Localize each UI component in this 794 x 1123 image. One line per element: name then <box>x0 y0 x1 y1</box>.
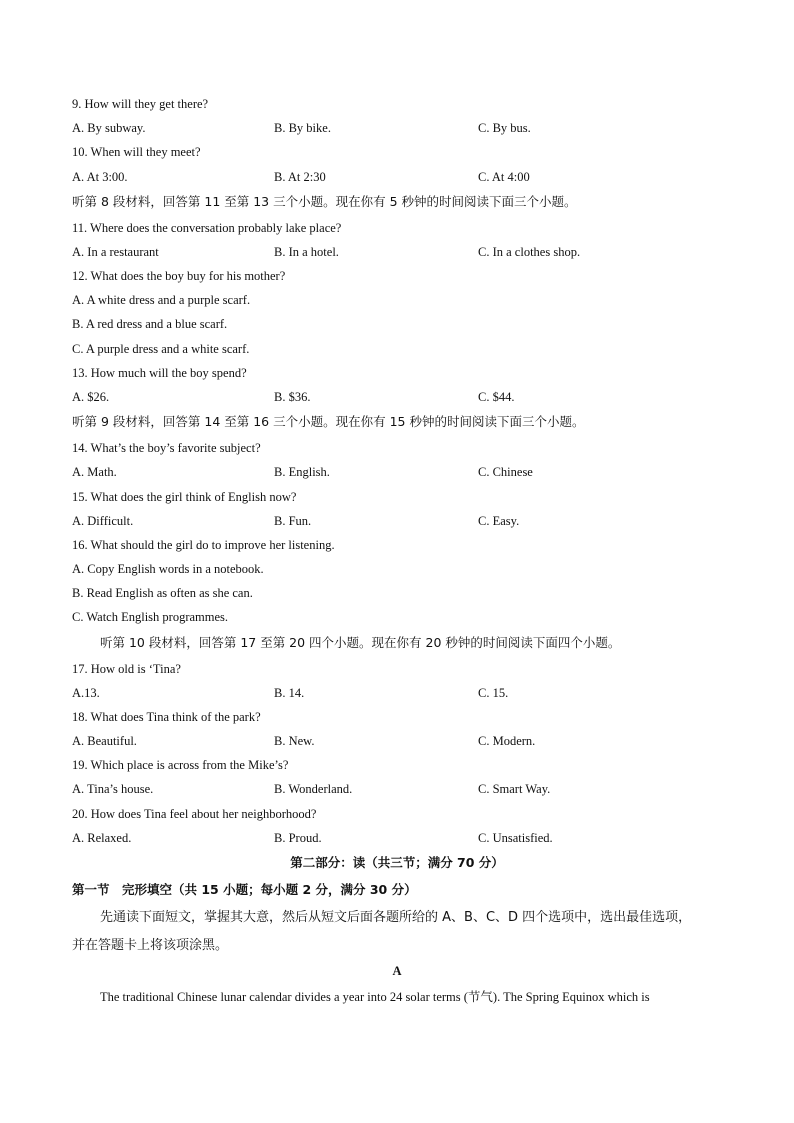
q20-option-a: A. Relaxed. <box>72 831 132 845</box>
q12-option-b: B. A red dress and a blue scarf. <box>72 317 228 331</box>
question-15: 15. What does the girl think of English now? <box>72 490 297 504</box>
question-20: 20. How does Tina feel about her neighborhood? <box>72 807 317 821</box>
passage-line-1: The traditional Chinese lunar calendar divides a year into 24 solar terms (节气). The Spring Equinox which is <box>100 990 650 1004</box>
q15-option-b: B. Fun. <box>274 514 312 528</box>
q16-option-b: B. Read English as often as she can. <box>72 586 253 600</box>
q20-option-b: B. Proud. <box>274 831 322 845</box>
question-18: 18. What does Tina think of the park? <box>72 710 261 724</box>
part-2-title: 第二部分：读（共三节；满分 70 分） <box>290 855 504 870</box>
q13-option-c: C. $44. <box>478 390 515 404</box>
question-16: 16. What should the girl do to improve her listening. <box>72 538 335 552</box>
directions-line-1: 先通读下面短文，掌握其大意，然后从短文后面各题所给的 A、B、C、D 四个选项中，选出最佳选项， <box>100 910 692 925</box>
directions-line-2: 并在答题卡上将该项涂黑。 <box>72 938 229 953</box>
q18-option-b: B. New. <box>274 734 315 748</box>
section-1-heading: 第一节 完形填空（共 15 小题；每小题 2 分，满分 30 分） <box>72 882 417 897</box>
q15-option-c: C. Easy. <box>478 514 520 528</box>
q19-option-a: A. Tina’s house. <box>72 782 154 796</box>
q20-option-c: C. Unsatisfied. <box>478 831 553 845</box>
q15-option-a: A. Difficult. <box>72 514 134 528</box>
q17-option-a: A.13. <box>72 686 100 700</box>
question-11: 11. Where does the conversation probably lake place? <box>72 221 342 235</box>
q19-option-b: B. Wonderland. <box>274 782 353 796</box>
q9-option-c: C. By bus. <box>478 121 531 135</box>
section-8-instruction: 听第 8 段材料，回答第 11 至第 13 三个小题。现在你有 5 秒钟的时间阅读下面三个小题。 <box>72 194 577 209</box>
q17-option-b: B. 14. <box>274 686 305 700</box>
question-13: 13. How much will the boy spend? <box>72 366 247 380</box>
question-14: 14. What’s the boy’s favorite subject? <box>72 441 261 455</box>
q19-option-c: C. Smart Way. <box>478 782 551 796</box>
q14-option-c: C. Chinese <box>478 465 533 479</box>
q14-option-b: B. English. <box>274 465 330 479</box>
q18-option-a: A. Beautiful. <box>72 734 137 748</box>
question-9: 9. How will they get there? <box>72 97 209 111</box>
section-10-instruction: 听第 10 段材料，回答第 17 至第 20 四个小题。现在你有 20 秒钟的时间阅读下面四个小题。 <box>100 635 621 650</box>
q18-option-c: C. Modern. <box>478 734 536 748</box>
q12-option-c: C. A purple dress and a white scarf. <box>72 342 250 356</box>
question-19: 19. Which place is across from the Mike’s? <box>72 758 289 772</box>
q10-option-b: B. At 2:30 <box>274 170 326 184</box>
q11-option-b: B. In a hotel. <box>274 245 339 259</box>
question-12: 12. What does the boy buy for his mother? <box>72 269 286 283</box>
section-9-instruction: 听第 9 段材料，回答第 14 至第 16 三个小题。现在你有 15 秒钟的时间阅读下面三个小题。 <box>72 414 585 429</box>
q14-option-a: A. Math. <box>72 465 117 479</box>
question-10: 10. When will they meet? <box>72 145 201 159</box>
q13-option-b: B. $36. <box>274 390 311 404</box>
q9-option-b: B. By bike. <box>274 121 331 135</box>
passage-label: A <box>392 964 402 978</box>
q11-option-a: A. In a restaurant <box>72 245 159 259</box>
q10-option-c: C. At 4:00 <box>478 170 530 184</box>
q10-option-a: A. At 3:00. <box>72 170 128 184</box>
question-17: 17. How old is ‘Tina? <box>72 662 181 676</box>
q16-option-a: A. Copy English words in a notebook. <box>72 562 264 576</box>
q13-option-a: A. $26. <box>72 390 110 404</box>
q11-option-c: C. In a clothes shop. <box>478 245 581 259</box>
q17-option-c: C. 15. <box>478 686 509 700</box>
q12-option-a: A. A white dress and a purple scarf. <box>72 293 251 307</box>
q9-option-a: A. By subway. <box>72 121 146 135</box>
q16-option-c: C. Watch English programmes. <box>72 610 229 624</box>
